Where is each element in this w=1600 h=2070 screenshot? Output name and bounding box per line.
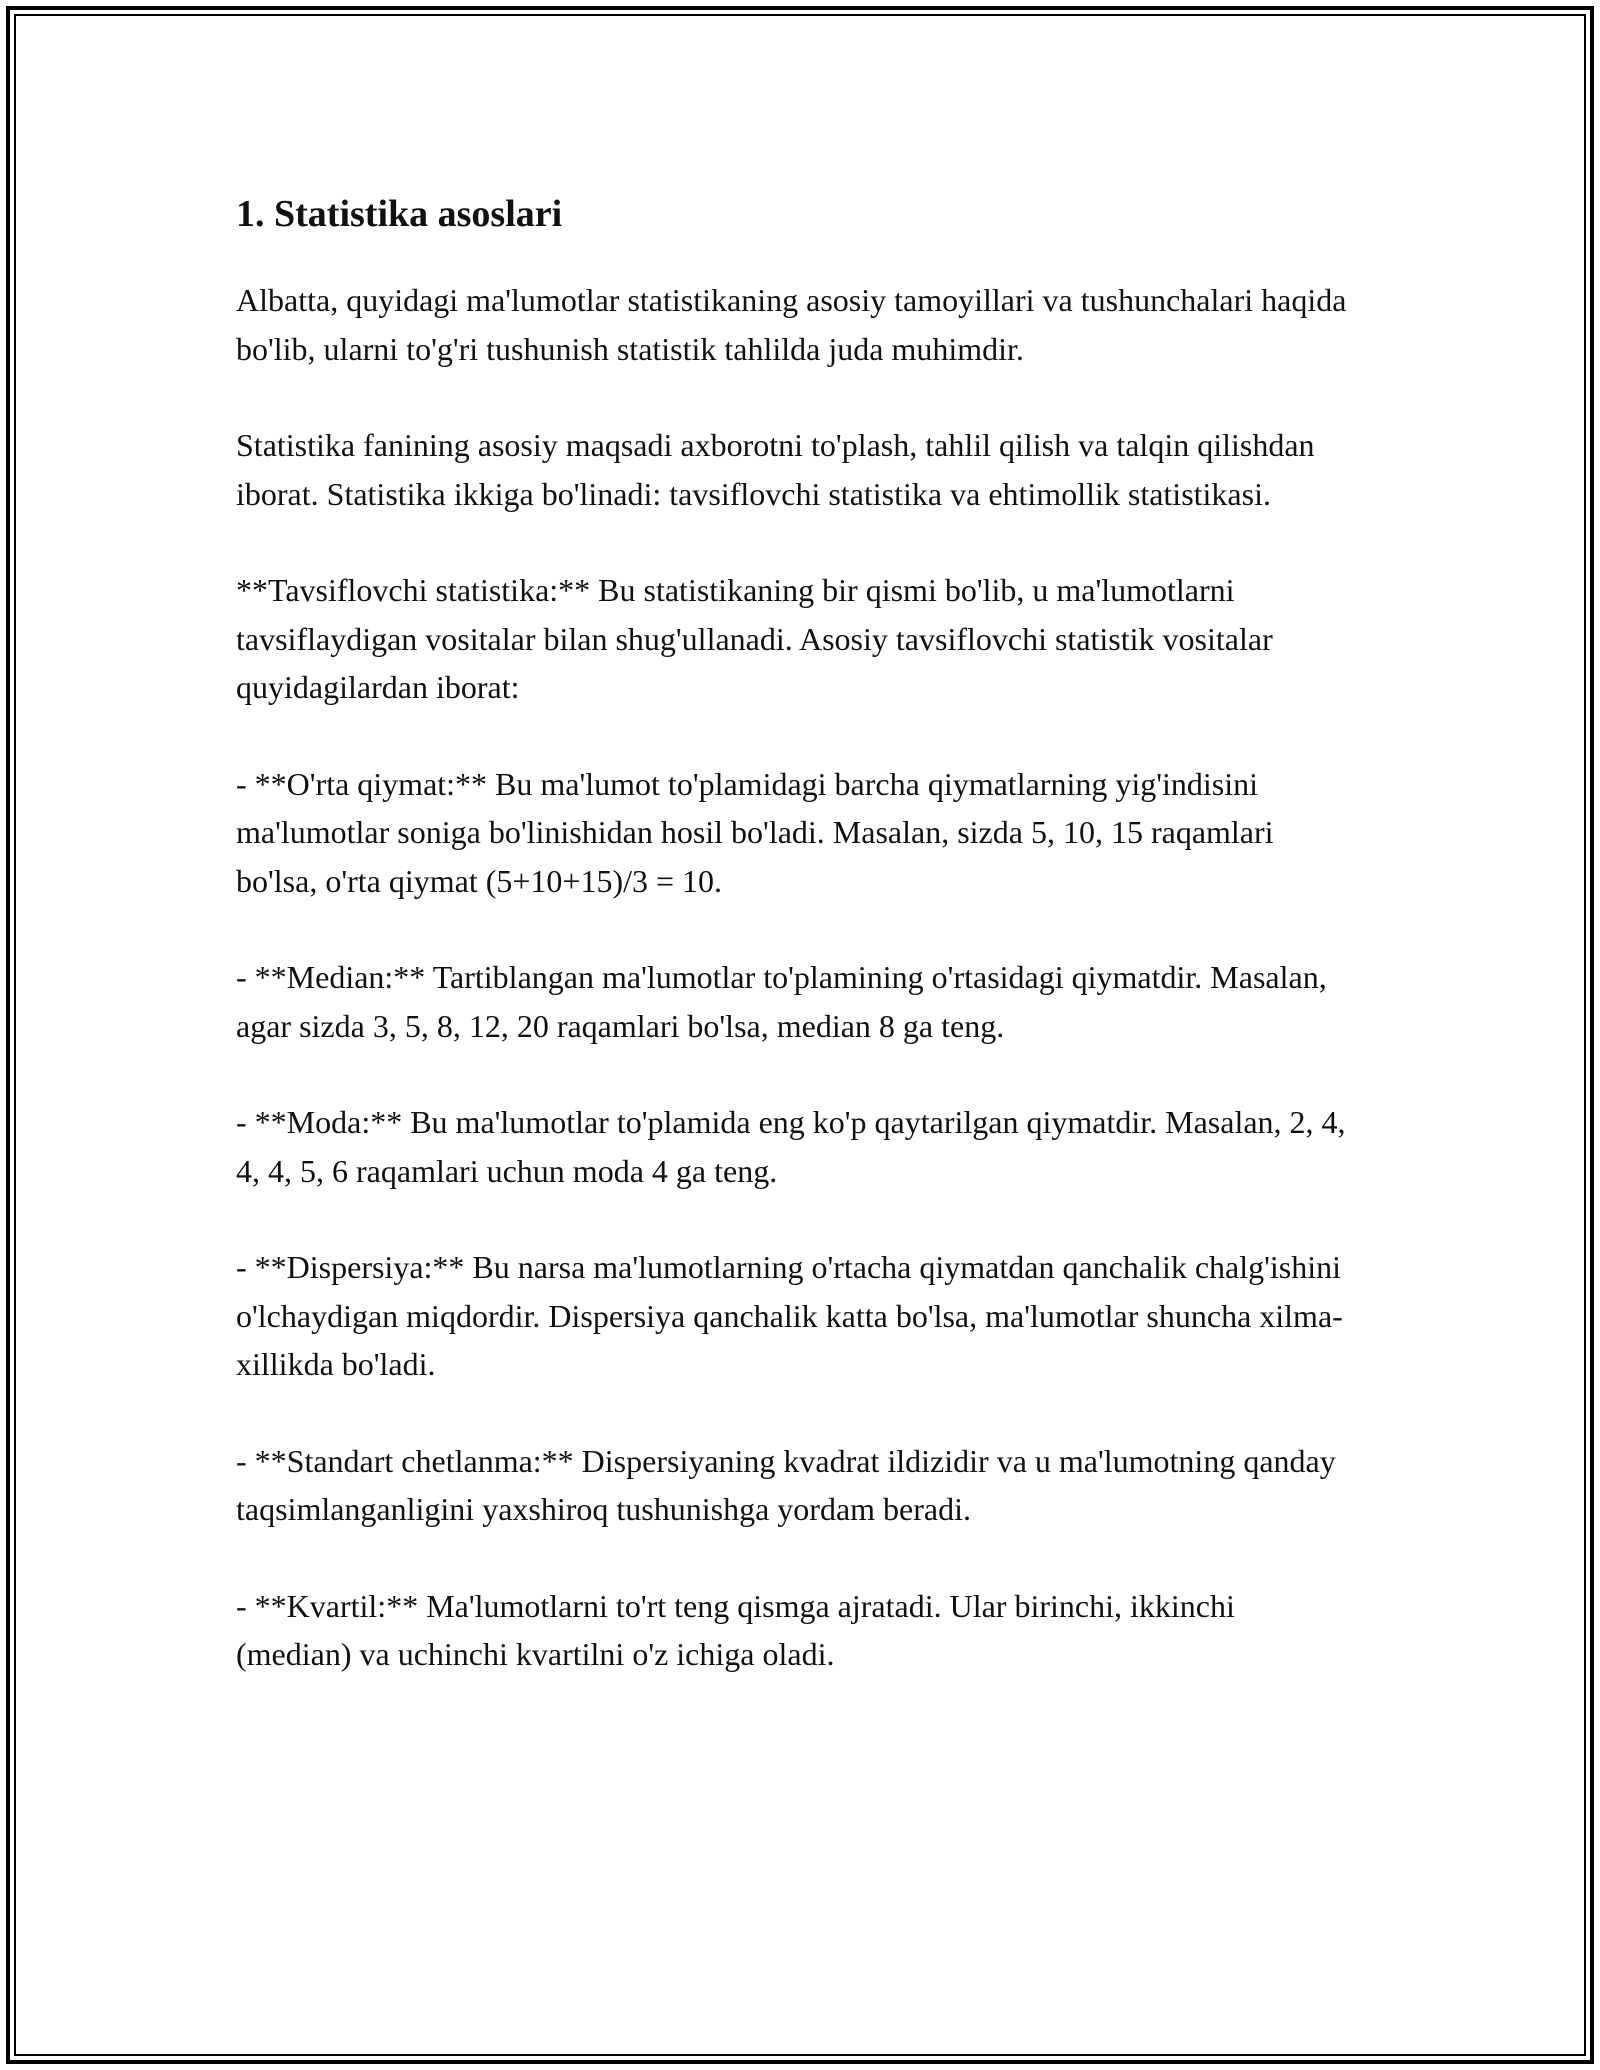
median-list-item: - **Median:** Tartiblangan ma'lumotlar to'plamining o'rtasidagi qiymatdir. Masalan, agar sizda 3, 5, 8, 12, 20 raqamlari bo'lsa, median 8 ga teng.: [236, 959, 1327, 1044]
section-title: 1. Statistika asoslari: [236, 193, 563, 235]
purpose-paragraph: Statistika fanining asosiy maqsadi axborotni to'plash, tahlil qilish va talqin qilishdan iborat. Statistika ikkiga bo'linadi: tavsiflovchi statistika va ehtimollik statistikasi.: [236, 427, 1315, 512]
variance-list-item: - **Dispersiya:** Bu narsa ma'lumotlarning o'rtacha qiymatdan qanchalik chalg'ishini o'lchaydigan miqdordir. Dispersiya qanchalik katta bo'lsa, ma'lumotlar shuncha xilma-xillikda bo'ladi.: [236, 1249, 1343, 1382]
standard-deviation-list-item: - **Standart chetlanma:** Dispersiyaning kvadrat ildizidir va u ma'lumotning qanday taqsimlanganligini yaxshiroq tushunishga yordam beradi.: [236, 1442, 1336, 1527]
quartile-list-item: - **Kvartil:** Ma'lumotlarni to'rt teng qismga ajratadi. Ular birinchi, ikkinchi (median) va uchinchi kvartilni o'z ichiga oladi.: [236, 1587, 1235, 1672]
intro-paragraph: Albatta, quyidagi ma'lumotlar statistikaning asosiy tamoyillari va tushunchalari haqida bo'lib, ularni to'g'ri tushunish statistik tahlilda juda muhimdir.: [236, 282, 1347, 367]
descriptive-statistics-paragraph: **Tavsiflovchi statistika:** Bu statistikaning bir qismi bo'lib, u ma'lumotlarni tavsiflaydigan vositalar bilan shug'ullanadi. Asosiy tavsiflovchi statistik vositalar quyidagilardan iborat:: [236, 572, 1273, 705]
mode-list-item: - **Moda:** Bu ma'lumotlar to'plamida eng ko'p qaytarilgan qiymatdir. Masalan, 2, 4, 4, 4, 5, 6 raqamlari uchun moda 4 ga teng.: [236, 1104, 1346, 1189]
mean-list-item: - **O'rta qiymat:** Bu ma'lumot to'plamidagi barcha qiymatlarning yig'indisini ma'lumotlar soniga bo'linishidan hosil bo'ladi. Masalan, sizda 5, 10, 15 raqamlari bo'lsa, o'rta qiymat (5+10+15)/3 = 10.: [236, 765, 1274, 899]
document-body: [236, 186, 1356, 1727]
